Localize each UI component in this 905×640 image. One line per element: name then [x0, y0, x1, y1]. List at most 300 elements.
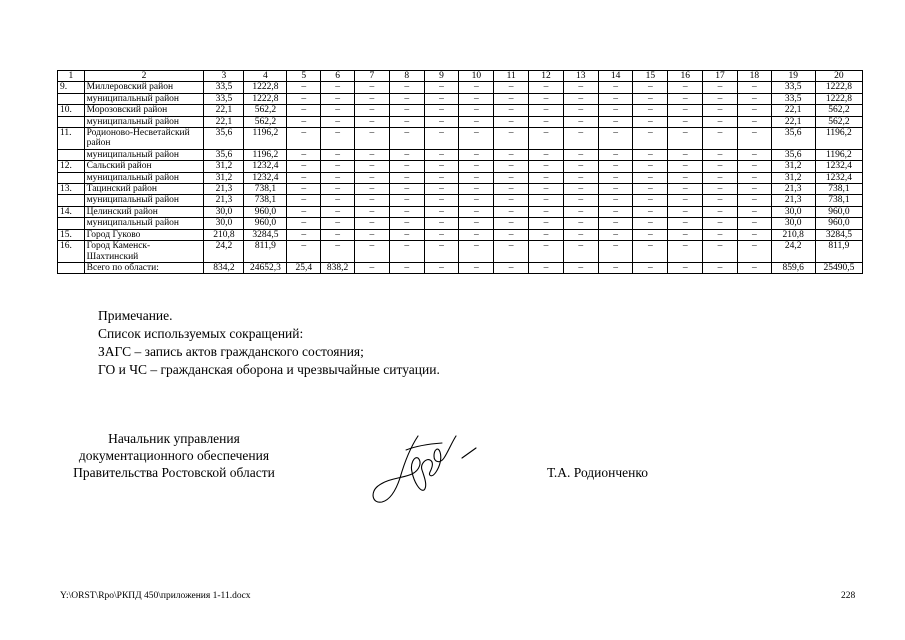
dash-cell: – — [459, 206, 494, 217]
dash-cell: – — [598, 218, 633, 229]
dash-cell: – — [424, 229, 459, 240]
dash-cell: – — [633, 93, 668, 104]
value-cell: 30,0 — [204, 218, 244, 229]
dash-cell: – — [354, 206, 389, 217]
dash-cell: – — [389, 116, 424, 127]
handwritten-signature — [360, 428, 485, 508]
dash-cell: – — [494, 229, 529, 240]
row-number — [58, 218, 85, 229]
dash-cell: – — [598, 105, 633, 116]
dash-cell: – — [598, 128, 633, 150]
dash-cell: – — [668, 262, 703, 273]
value-cell: 1196,2 — [244, 128, 287, 150]
dash-cell: – — [737, 116, 771, 127]
column-number: 6 — [321, 71, 355, 82]
value-cell: 210,8 — [204, 229, 244, 240]
row-number: 13. — [58, 184, 85, 195]
dash-cell: – — [529, 161, 564, 172]
column-number: 9 — [424, 71, 459, 82]
dash-cell: – — [737, 93, 771, 104]
dash-cell: – — [529, 195, 564, 206]
value-cell: 210,8 — [771, 229, 815, 240]
dash-cell: – — [529, 262, 564, 273]
row-name: муниципальный район — [84, 195, 204, 206]
dash-cell: – — [287, 241, 321, 263]
dash-cell: – — [737, 218, 771, 229]
row-number: 15. — [58, 229, 85, 240]
dash-cell: – — [354, 218, 389, 229]
row-name: муниципальный район — [84, 116, 204, 127]
value-cell: 834,2 — [204, 262, 244, 273]
dash-cell: – — [459, 172, 494, 183]
dash-cell: – — [703, 105, 738, 116]
row-name: Тацинский район — [84, 184, 204, 195]
dash-cell: – — [494, 93, 529, 104]
dash-cell: – — [703, 262, 738, 273]
dash-cell: – — [494, 116, 529, 127]
dash-cell: – — [563, 93, 598, 104]
value-cell: 562,2 — [815, 116, 862, 127]
table-row — [58, 128, 863, 150]
value-cell: 35,6 — [204, 149, 244, 160]
dash-cell: – — [633, 195, 668, 206]
dash-cell: – — [354, 172, 389, 183]
dash-cell: – — [529, 241, 564, 263]
dash-cell: – — [737, 105, 771, 116]
dash-cell: – — [287, 149, 321, 160]
value-cell: 1196,2 — [815, 149, 862, 160]
value-cell: 21,3 — [771, 184, 815, 195]
column-number: 2 — [84, 71, 204, 82]
dash-cell: – — [737, 149, 771, 160]
dash-cell: – — [703, 218, 738, 229]
row-name: Город Гуково — [84, 229, 204, 240]
row-name: Целинский район — [84, 206, 204, 217]
value-cell: 1222,8 — [244, 82, 287, 93]
dash-cell: – — [598, 195, 633, 206]
table-row — [58, 241, 863, 263]
dash-cell: – — [668, 172, 703, 183]
row-name: муниципальный район — [84, 149, 204, 160]
dash-cell: – — [459, 105, 494, 116]
dash-cell: – — [633, 128, 668, 150]
dash-cell: – — [563, 105, 598, 116]
row-number — [58, 195, 85, 206]
dash-cell: – — [598, 229, 633, 240]
dash-cell: – — [598, 93, 633, 104]
dash-cell: – — [563, 218, 598, 229]
dash-cell: – — [668, 195, 703, 206]
dash-cell: – — [668, 149, 703, 160]
dash-cell: – — [321, 82, 355, 93]
dash-cell: – — [424, 241, 459, 263]
dash-cell: – — [287, 206, 321, 217]
table-row — [58, 184, 863, 195]
data-table — [57, 70, 863, 274]
dash-cell: – — [737, 128, 771, 150]
dash-cell: – — [459, 262, 494, 273]
dash-cell: – — [389, 229, 424, 240]
dash-cell: – — [494, 218, 529, 229]
value-cell: 24652,3 — [244, 262, 287, 273]
row-name: муниципальный район — [84, 93, 204, 104]
dash-cell: – — [668, 184, 703, 195]
dash-cell: – — [321, 128, 355, 150]
table-row — [58, 161, 863, 172]
value-cell: 1222,8 — [244, 93, 287, 104]
dash-cell: – — [389, 161, 424, 172]
value-cell: 31,2 — [771, 161, 815, 172]
value-cell: 1232,4 — [244, 161, 287, 172]
table-row — [58, 93, 863, 104]
dash-cell: – — [321, 116, 355, 127]
dash-cell: – — [529, 82, 564, 93]
column-number: 13 — [563, 71, 598, 82]
dash-cell: – — [424, 184, 459, 195]
dash-cell: – — [354, 229, 389, 240]
dash-cell: – — [633, 82, 668, 93]
dash-cell: – — [703, 172, 738, 183]
dash-cell: – — [598, 161, 633, 172]
dash-cell: – — [354, 116, 389, 127]
dash-cell: – — [459, 184, 494, 195]
dash-cell: – — [354, 184, 389, 195]
signatory-title — [60, 430, 288, 481]
value-cell: 31,2 — [771, 172, 815, 183]
value-cell: 35,6 — [771, 128, 815, 150]
dash-cell: – — [321, 93, 355, 104]
dash-cell: – — [668, 218, 703, 229]
dash-cell: – — [529, 116, 564, 127]
dash-cell: – — [424, 172, 459, 183]
dash-cell: – — [703, 128, 738, 150]
value-cell: 1232,4 — [244, 172, 287, 183]
table-row — [58, 149, 863, 160]
table-row — [58, 82, 863, 93]
dash-cell: – — [703, 116, 738, 127]
dash-cell: – — [459, 195, 494, 206]
dash-cell: – — [424, 262, 459, 273]
value-cell: 562,2 — [244, 105, 287, 116]
dash-cell: – — [389, 82, 424, 93]
signatory-name: Т.А. Родионченко — [547, 465, 648, 480]
dash-cell: – — [424, 128, 459, 150]
page-number: 228 — [841, 591, 856, 601]
abbreviations-header: Список используемых сокращений: — [98, 326, 304, 341]
dash-cell: – — [389, 128, 424, 150]
dash-cell: – — [529, 128, 564, 150]
dash-cell: – — [494, 105, 529, 116]
value-cell: 1196,2 — [244, 149, 287, 160]
dash-cell: – — [389, 149, 424, 160]
dash-cell: – — [633, 172, 668, 183]
signatory-title-line: Начальник управления — [108, 431, 240, 446]
dash-cell: – — [287, 116, 321, 127]
dash-cell: – — [459, 93, 494, 104]
notes-title: Примечание. — [98, 308, 173, 323]
value-cell: 30,0 — [771, 206, 815, 217]
dash-cell: – — [321, 172, 355, 183]
column-number: 10 — [459, 71, 494, 82]
abbreviation-item: ЗАГС – запись актов гражданского состояния; — [98, 344, 364, 359]
row-number — [58, 172, 85, 183]
column-number: 5 — [287, 71, 321, 82]
dash-cell: – — [321, 105, 355, 116]
dash-cell: – — [354, 82, 389, 93]
row-number — [58, 93, 85, 104]
dash-cell: – — [354, 105, 389, 116]
value-cell: 30,0 — [204, 206, 244, 217]
column-number: 7 — [354, 71, 389, 82]
dash-cell: – — [668, 116, 703, 127]
dash-cell: – — [633, 206, 668, 217]
dash-cell: – — [389, 172, 424, 183]
dash-cell: – — [598, 172, 633, 183]
dash-cell: – — [459, 229, 494, 240]
column-number: 11 — [494, 71, 529, 82]
row-name: муниципальный район — [84, 172, 204, 183]
dash-cell: – — [633, 105, 668, 116]
dash-cell: – — [703, 241, 738, 263]
value-cell: 1232,4 — [815, 172, 862, 183]
column-number: 20 — [815, 71, 862, 82]
dash-cell: – — [703, 161, 738, 172]
dash-cell: – — [598, 206, 633, 217]
dash-cell: – — [389, 218, 424, 229]
row-name: Сальский район — [84, 161, 204, 172]
dash-cell: – — [354, 161, 389, 172]
dash-cell: – — [737, 82, 771, 93]
signatory-title-line: документационного обеспечения — [78, 448, 270, 463]
value-cell: 1222,8 — [815, 93, 862, 104]
dash-cell: – — [563, 149, 598, 160]
value-cell: 811,9 — [815, 241, 862, 263]
dash-cell: – — [287, 218, 321, 229]
dash-cell: – — [703, 93, 738, 104]
value-cell: 24,2 — [204, 241, 244, 263]
dash-cell: – — [459, 116, 494, 127]
value-cell: 33,5 — [204, 82, 244, 93]
column-number: 4 — [244, 71, 287, 82]
dash-cell: – — [668, 161, 703, 172]
dash-cell: – — [424, 93, 459, 104]
dash-cell: – — [633, 241, 668, 263]
value-cell: 562,2 — [244, 116, 287, 127]
value-cell: 811,9 — [244, 241, 287, 263]
dash-cell: – — [389, 105, 424, 116]
dash-cell: – — [633, 218, 668, 229]
dash-cell: – — [321, 195, 355, 206]
value-cell: 31,2 — [204, 161, 244, 172]
value-cell: 21,3 — [204, 195, 244, 206]
value-cell: 33,5 — [771, 82, 815, 93]
row-number — [58, 116, 85, 127]
row-number — [58, 149, 85, 160]
dash-cell: – — [494, 149, 529, 160]
dash-cell: – — [633, 149, 668, 160]
dash-cell: – — [529, 93, 564, 104]
value-cell: 35,6 — [204, 128, 244, 150]
dash-cell: – — [737, 172, 771, 183]
dash-cell: – — [563, 206, 598, 217]
value-cell: 1222,8 — [815, 82, 862, 93]
table-row — [58, 206, 863, 217]
dash-cell: – — [737, 262, 771, 273]
dash-cell: – — [598, 184, 633, 195]
dash-cell: – — [389, 262, 424, 273]
dash-cell: – — [287, 93, 321, 104]
dash-cell: – — [668, 241, 703, 263]
dash-cell: – — [563, 161, 598, 172]
dash-cell: – — [529, 184, 564, 195]
dash-cell: – — [287, 195, 321, 206]
column-number: 14 — [598, 71, 633, 82]
dash-cell: – — [563, 82, 598, 93]
dash-cell: – — [668, 82, 703, 93]
dash-cell: – — [459, 82, 494, 93]
value-cell: 562,2 — [815, 105, 862, 116]
dash-cell: – — [494, 241, 529, 263]
row-name: Город Каменск-Шахтинский — [84, 241, 204, 263]
dash-cell: – — [703, 149, 738, 160]
dash-cell: – — [598, 262, 633, 273]
dash-cell: – — [389, 206, 424, 217]
dash-cell: – — [494, 128, 529, 150]
total-label: Всего по области: — [84, 262, 204, 273]
row-name: муниципальный район — [84, 218, 204, 229]
dash-cell: – — [703, 184, 738, 195]
dash-cell: – — [459, 241, 494, 263]
column-number: 18 — [737, 71, 771, 82]
dash-cell: – — [389, 241, 424, 263]
value-cell: 21,3 — [771, 195, 815, 206]
dash-cell: – — [424, 161, 459, 172]
row-number: 10. — [58, 105, 85, 116]
dash-cell: – — [287, 128, 321, 150]
dash-cell: – — [633, 229, 668, 240]
column-number: 12 — [529, 71, 564, 82]
table-row — [58, 218, 863, 229]
dash-cell: – — [424, 206, 459, 217]
dash-cell: – — [321, 184, 355, 195]
dash-cell: – — [424, 116, 459, 127]
value-cell: 838,2 — [321, 262, 355, 273]
column-number: 17 — [703, 71, 738, 82]
dash-cell: – — [287, 82, 321, 93]
column-number: 16 — [668, 71, 703, 82]
dash-cell: – — [668, 229, 703, 240]
row-name: Родионово-Несветайский район — [84, 128, 204, 150]
row-number: 12. — [58, 161, 85, 172]
dash-cell: – — [703, 195, 738, 206]
row-name: Морозовский район — [84, 105, 204, 116]
dash-cell: – — [563, 241, 598, 263]
value-cell: 22,1 — [204, 105, 244, 116]
dash-cell: – — [424, 149, 459, 160]
dash-cell: – — [737, 184, 771, 195]
dash-cell: – — [389, 195, 424, 206]
dash-cell: – — [287, 161, 321, 172]
dash-cell: – — [563, 172, 598, 183]
dash-cell: – — [529, 149, 564, 160]
dash-cell: – — [287, 105, 321, 116]
dash-cell: – — [703, 229, 738, 240]
dash-cell: – — [389, 184, 424, 195]
dash-cell: – — [529, 105, 564, 116]
dash-cell: – — [633, 262, 668, 273]
file-path: Y:\ORST\Rpo\РКПД 450\приложения 1-11.docx — [60, 591, 251, 601]
dash-cell: – — [287, 184, 321, 195]
value-cell: 35,6 — [771, 149, 815, 160]
value-cell: 33,5 — [771, 93, 815, 104]
value-cell: 22,1 — [204, 116, 244, 127]
signatory-title-line: Правительства Ростовской области — [73, 465, 275, 480]
dash-cell: – — [354, 195, 389, 206]
dash-cell: – — [668, 93, 703, 104]
dash-cell: – — [563, 229, 598, 240]
dash-cell: – — [494, 195, 529, 206]
value-cell: 33,5 — [204, 93, 244, 104]
column-number: 3 — [204, 71, 244, 82]
dash-cell: – — [737, 229, 771, 240]
dash-cell: – — [354, 128, 389, 150]
dash-cell: – — [321, 241, 355, 263]
dash-cell: – — [494, 206, 529, 217]
dash-cell: – — [494, 161, 529, 172]
dash-cell: – — [737, 206, 771, 217]
dash-cell: – — [494, 262, 529, 273]
dash-cell: – — [529, 172, 564, 183]
dash-cell: – — [668, 105, 703, 116]
dash-cell: – — [321, 161, 355, 172]
column-number: 1 — [58, 71, 85, 82]
dash-cell: – — [459, 218, 494, 229]
dash-cell: – — [494, 82, 529, 93]
dash-cell: – — [354, 241, 389, 263]
table-row — [58, 105, 863, 116]
dash-cell: – — [424, 218, 459, 229]
dash-cell: – — [598, 116, 633, 127]
value-cell: 738,1 — [244, 184, 287, 195]
dash-cell: – — [598, 82, 633, 93]
table-row — [58, 116, 863, 127]
table-row — [58, 195, 863, 206]
dash-cell: – — [287, 229, 321, 240]
value-cell: 3284,5 — [815, 229, 862, 240]
row-name: Миллеровский район — [84, 82, 204, 93]
value-cell: 960,0 — [815, 218, 862, 229]
column-number: 15 — [633, 71, 668, 82]
dash-cell: – — [633, 184, 668, 195]
value-cell: 22,1 — [771, 116, 815, 127]
dash-cell: – — [668, 128, 703, 150]
dash-cell: – — [598, 149, 633, 160]
row-number: 16. — [58, 241, 85, 263]
table-row — [58, 229, 863, 240]
dash-cell: – — [703, 206, 738, 217]
dash-cell: – — [737, 241, 771, 263]
total-row — [58, 262, 863, 273]
value-cell: 21,3 — [204, 184, 244, 195]
dash-cell: – — [563, 128, 598, 150]
value-cell: 30,0 — [771, 218, 815, 229]
value-cell: 738,1 — [815, 195, 862, 206]
dash-cell: – — [494, 184, 529, 195]
abbreviation-item: ГО и ЧС – гражданская оборона и чрезвычайные ситуации. — [98, 362, 440, 377]
value-cell: 738,1 — [244, 195, 287, 206]
dash-cell: – — [424, 195, 459, 206]
dash-cell: – — [459, 128, 494, 150]
